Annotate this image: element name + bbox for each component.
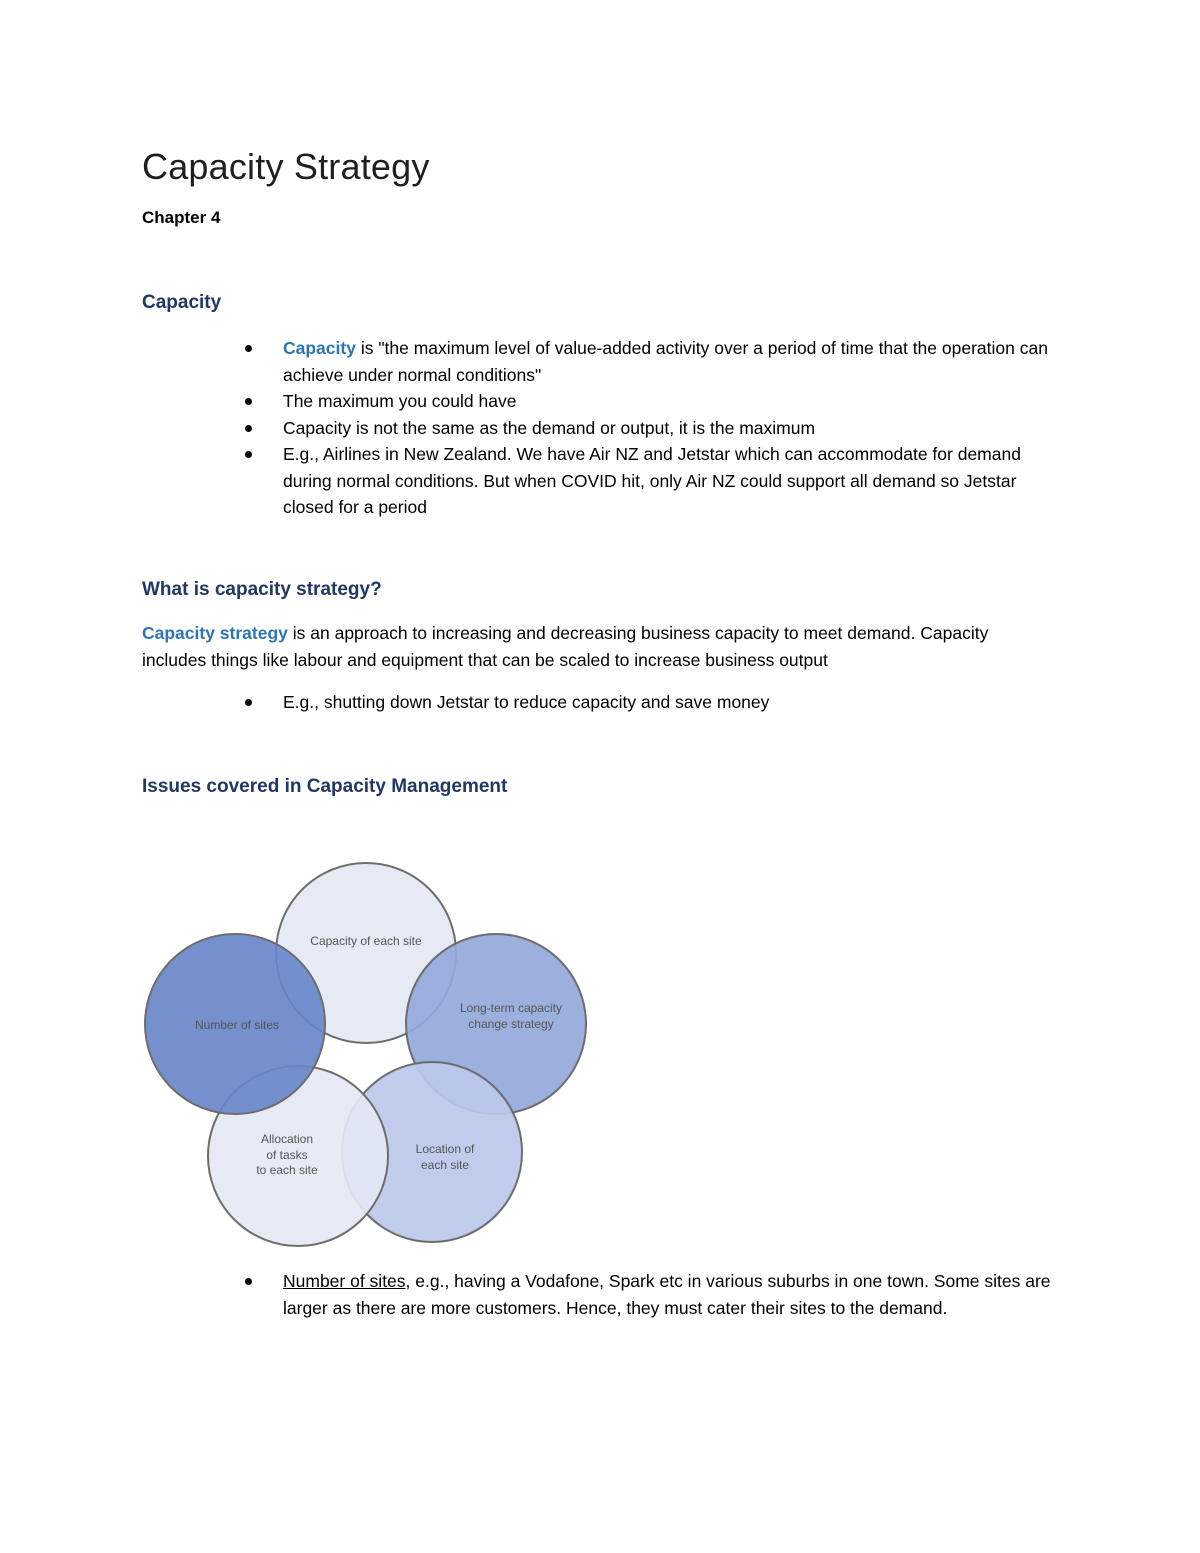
bullet-text: The maximum you could have [283, 391, 517, 411]
capacity-management-diagram [140, 862, 600, 1257]
list-item [0, 335, 1060, 388]
label-location-line2: each site [420, 1158, 470, 1172]
label-number-of-sites: Number of sites [194, 1018, 280, 1032]
bullet-icon [245, 425, 252, 432]
label-capacity-each-site: Capacity of each site [310, 934, 422, 948]
bullet-text: , e.g., having a Vodafone, Spark etc in various suburbs in one town. Some sites are larger as there are more customers. Hence, they must cater their sites to the demand. [283, 1271, 1051, 1318]
list-item [0, 689, 1060, 716]
capacity-bullet-list [0, 335, 1060, 521]
list-item [0, 1268, 1060, 1321]
label-allocation-line2: of tasks [266, 1148, 308, 1162]
heading-capacity: Capacity [142, 292, 222, 313]
heading-issues: Issues covered in Capacity Management [142, 776, 508, 797]
list-item [0, 415, 1060, 442]
chapter-label: Chapter 4 [142, 208, 221, 227]
heading-capacity-strategy: What is capacity strategy? [142, 579, 382, 600]
term-capacity-strategy: Capacity strategy [142, 623, 288, 643]
term-capacity: Capacity [283, 338, 356, 358]
bullet-icon [245, 451, 252, 458]
label-long-term-line2: change strategy [468, 1017, 554, 1031]
bullet-text: E.g., Airlines in New Zealand. We have Air NZ and Jetstar which can accommodate for demand during normal conditions. But when COVID hit, only Air NZ could support all demand so Jetstar closed for a period [283, 444, 1021, 517]
bullet-icon [245, 699, 252, 706]
label-allocation-line3: to each site [256, 1163, 318, 1177]
term-number-of-sites: Number of sites [283, 1271, 406, 1291]
capacity-definition: is "the maximum level of value-added activity over a period of time that the operation can achieve under normal conditions" [283, 338, 1048, 385]
label-allocation-line1: Allocation [260, 1132, 314, 1146]
list-item [0, 388, 1060, 415]
bullet-text: Capacity is not the same as the demand or output, it is the maximum [283, 417, 816, 438]
issues-bullet-list [0, 1268, 1060, 1321]
list-item [0, 441, 1060, 521]
bullet-icon [245, 398, 252, 405]
bullet-text: E.g., shutting down Jetstar to reduce capacity and save money [283, 692, 770, 712]
strategy-bullet-list [0, 689, 1060, 716]
label-long-term-line1: Long-term capacity [459, 1001, 563, 1015]
label-location-line1: Location of [415, 1142, 475, 1156]
bullet-icon [245, 1278, 252, 1285]
strategy-definition: is an approach to increasing and decreasing business capacity to meet demand. Capacity includes things like labour and equipment that can be scaled to increase business output [142, 623, 989, 670]
page-title: Capacity Strategy [142, 146, 430, 187]
bullet-icon [245, 345, 252, 352]
strategy-paragraph [142, 620, 1042, 673]
